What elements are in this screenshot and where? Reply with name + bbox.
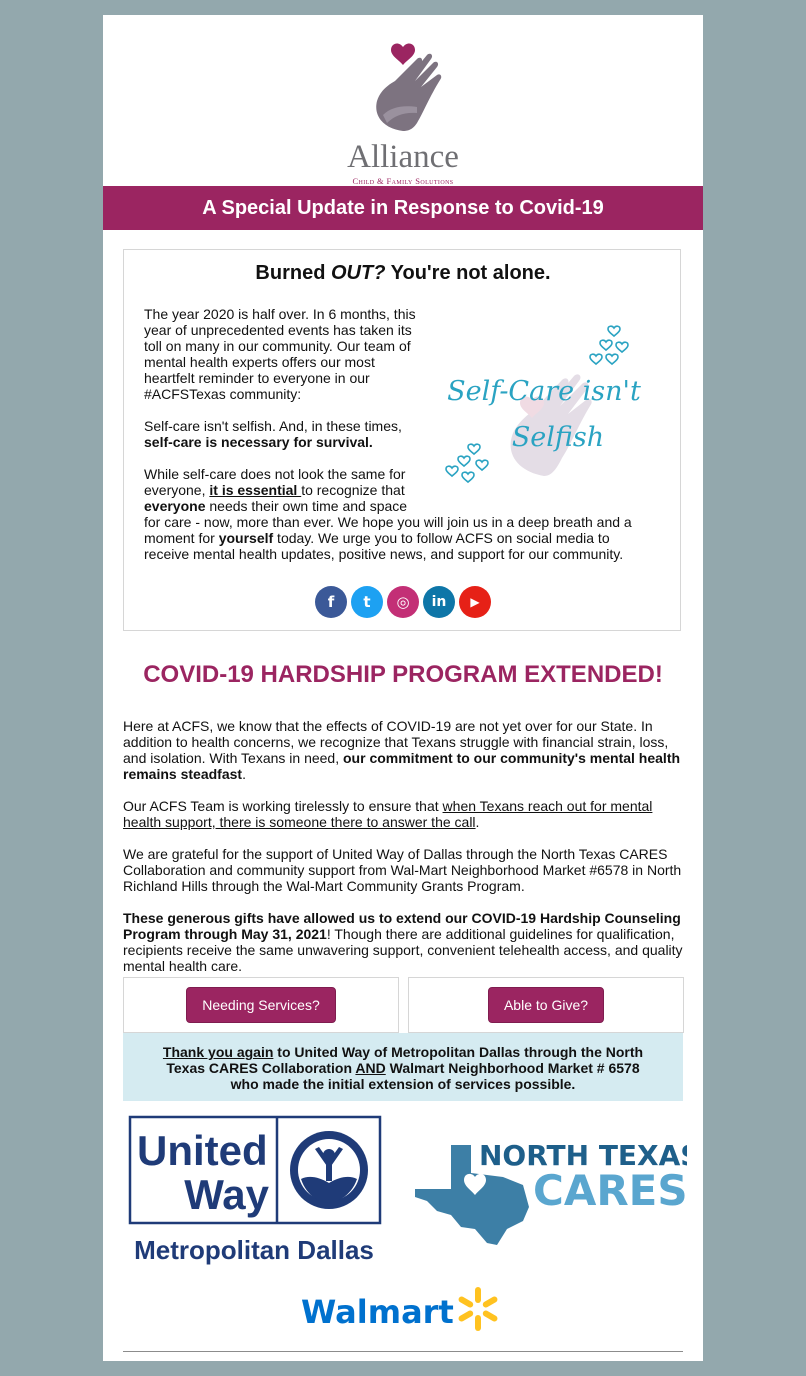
thanks-and: AND [355,1060,386,1076]
twitter-icon[interactable] [351,586,383,618]
thanks-box [123,1033,683,1101]
north-texas-cares-logo[interactable] [411,1135,687,1255]
social-links [124,586,682,618]
alliance-tagline: Child & Family Solutions [352,176,454,186]
linkedin-icon[interactable] [423,586,455,618]
walmart-logo[interactable] [301,1281,505,1335]
text-bold: These generous gifts have allowed us to extend our COVID-19 Hardship Counseling Program through May 31, 2021 [123,910,681,942]
essential-link[interactable]: it is essential [209,482,302,498]
text-span: needs their own time and space for care - now, more than ever. We hope you will join us in a deep breath and a moment for [144,498,632,546]
burnout-title-part: You're not alone. [385,262,551,284]
linkedin-glyph: in [431,594,447,610]
hardship-paragraph-2 [123,798,685,830]
walmart-spark-icon [457,1287,498,1331]
text-span: to United Way of Metropolitan Dallas through the North Texas CARES Collaboration [166,1044,644,1076]
text-span: While self-care does not look the same for everyone, [144,466,406,498]
text-span: ! Though there are additional guidelines for qualification, recipients receive the same unwavering support, convenient telehealth access, and quality mental health care. [123,926,683,974]
bottom-divider [123,1351,683,1352]
text-span: . [475,814,480,830]
facebook-icon[interactable] [315,586,347,618]
burnout-section [123,249,681,631]
hardship-paragraph-1 [123,718,685,782]
banner-title: A Special Update in Response to Covid-19 [202,196,604,219]
text-bold: everyone [144,498,206,514]
burnout-body [144,306,654,578]
text-span: . [242,766,246,782]
united-way-subtitle: Metropolitan Dallas [134,1235,374,1265]
email-sheet [103,15,703,1361]
text-bold: our commitment to our community's mental health remains steadfast [123,750,681,782]
twitter-glyph: t [363,593,371,611]
hardship-body [123,718,685,990]
able-to-give-button[interactable]: Able to Give? [488,987,604,1023]
burnout-title-part: Burned [255,262,331,284]
self-care-image [434,306,654,506]
walmart-wordmark: Walmart [301,1293,454,1331]
united-way-word-2: Way [184,1171,269,1218]
text-span: today. We urge you to follow ACFS on social media to receive mental health updates, positive news, and support for our community. [144,530,624,562]
hardship-paragraph-3: We are grateful for the support of United Way of Dallas through the North Texas CARES Collaboration and community support from Wal-Mart Neighborhood Market #6578 in North Richland Hills through the Wal-Mart Community Grants Program. [123,846,682,894]
ntc-north-texas: NORTH TEXAS [479,1139,687,1172]
burnout-title-out: OUT? [330,262,386,284]
burnout-title [124,262,682,285]
text-span: to recognize that [301,482,405,498]
youtube-icon[interactable] [459,586,491,618]
instagram-icon[interactable] [387,586,419,618]
burnout-paragraph-1: The year 2020 is half over. In 6 months, this year of unprecedented events has taken its toll on many in our community. Our team of mental health experts offers our most heartfelt reminder to everyone in our #ACFSTexas community: [144,306,416,402]
text-span: Self-care isn't selfish. And, in these times, [144,418,402,434]
united-way-logo[interactable] [123,1113,385,1273]
hand-heart-icon [333,41,473,139]
hardship-title: COVID-19 HARDSHIP PROGRAM EXTENDED! [143,661,663,688]
thanks-underlined: Thank you again [162,1044,274,1060]
update-banner [103,186,703,230]
text-span: Our ACFS Team is working tirelessly to ensure that [123,798,443,814]
united-way-word-1: United [137,1127,268,1174]
text-bold: self-care is necessary for survival. [144,434,373,450]
text-bold: yourself [218,530,274,546]
needing-services-cell [123,977,399,1033]
self-care-line1: Self-Care isn't [447,376,641,407]
text-span: Walmart Neighborhood Market # 6578 who made the initial extension of services possible. [230,1060,640,1092]
able-to-give-cell [408,977,684,1033]
alliance-logo[interactable] [333,41,473,186]
needing-services-button[interactable]: Needing Services? [186,987,336,1023]
text-span: Here at ACFS, we know that the effects of COVID-19 are not yet over for our State. In addition to health concerns, we recognize that Texans struggle with financial strain, loss, and isolation. With Texans in need, [123,718,669,766]
self-care-line2: Selfish [511,422,605,453]
facebook-glyph: f [327,593,335,611]
united-way-emblem-icon [290,1131,368,1209]
instagram-glyph: ◎ [396,593,410,611]
alliance-wordmark: Alliance [347,139,459,175]
support-link[interactable]: when Texans reach out for mental health support, there is someone there to answer the call [123,798,653,830]
youtube-glyph: ▶ [470,595,480,609]
hardship-paragraph-4 [123,910,685,974]
ntc-cares: CARES [533,1166,687,1215]
